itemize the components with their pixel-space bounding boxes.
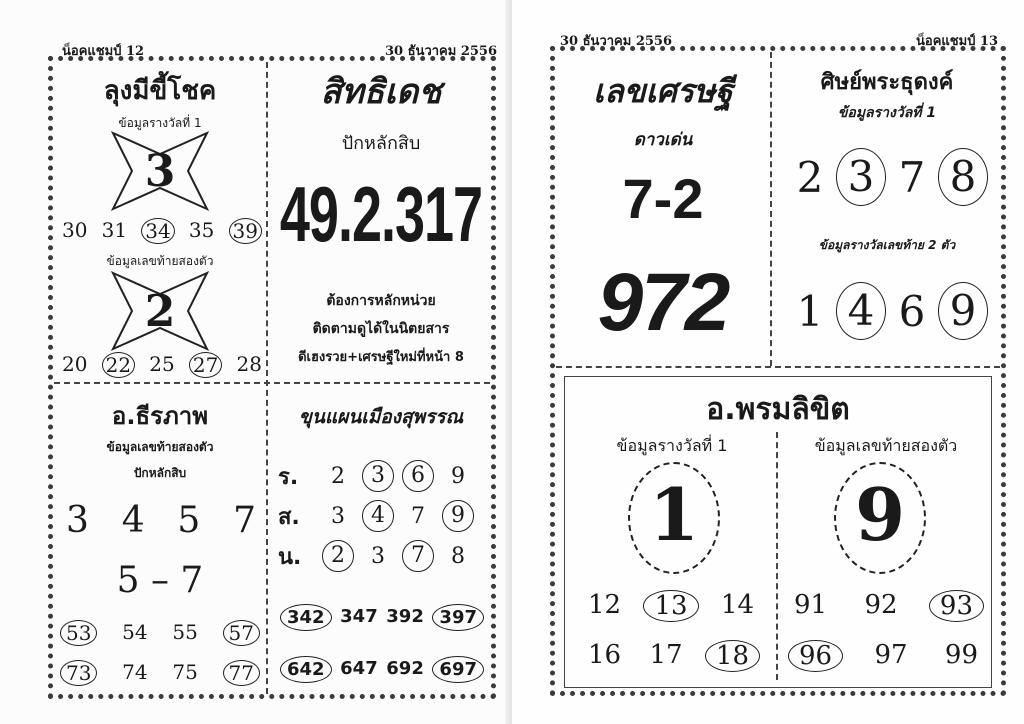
box-title-sittidet: สิทธิเดช <box>320 72 442 112</box>
digit-cell: 3 <box>66 500 89 541</box>
digit-cell: 5 <box>177 500 201 541</box>
box1-subtitle-dao-den: ดาวเด่น <box>633 130 693 150</box>
number-cell: 99 <box>944 640 978 670</box>
digit-cell: 6 <box>898 286 926 336</box>
circled-number: 18 <box>705 640 760 672</box>
box2-digit-row-2 <box>788 282 988 340</box>
circled-number: 7 <box>402 540 434 572</box>
digit-cell: 2 <box>796 152 824 202</box>
number-cell: 91 <box>794 590 828 620</box>
box3-subtitle-right: ข้อมูลเลขท้ายสองตัว <box>814 436 958 455</box>
box4-row <box>278 456 488 496</box>
circled-number: 93 <box>929 590 984 622</box>
box-title-prom-likit: อ.พรมลิขิต <box>706 392 850 427</box>
digit-cell: 7 <box>233 500 256 541</box>
box3-pair: 5 – 7 <box>116 560 204 601</box>
row-label: ร. <box>278 464 299 490</box>
row-label: น. <box>278 544 302 570</box>
big-digit-left: 1 <box>648 472 700 557</box>
right-vertical-divider <box>770 52 772 366</box>
box2-note-line-3: ดีเฮงรวย+เศรษฐีใหม่ที่หน้า 8 <box>298 350 464 365</box>
box1-subtitle-two-digit: ข้อมูลเลขท้ายสองตัว <box>106 254 214 268</box>
number-cell: 2 <box>331 463 345 489</box>
number-cell: 14 <box>720 590 754 620</box>
circled-number: 397 <box>432 604 484 631</box>
box3-right-row-1 <box>788 590 984 622</box>
circled-number: 642 <box>280 656 332 683</box>
number-cell: 8 <box>451 543 465 569</box>
number-cell: 97 <box>874 640 908 670</box>
box1-subtitle-first: ข้อมูลรางวัลที่ 1 <box>118 116 202 130</box>
box2-digit-row-1 <box>788 148 988 206</box>
circled-number: 2 <box>322 540 354 572</box>
right-horizontal-divider <box>556 366 1000 368</box>
circled-digit: 3 <box>836 148 886 206</box>
box-title-teerapap: อ.ธีรภาพ <box>111 402 209 430</box>
left-vertical-divider <box>266 62 268 694</box>
box4-row <box>278 496 488 536</box>
box2-subtitle: ปักหลักสิบ <box>341 133 421 154</box>
circled-number: 22 <box>102 352 135 378</box>
box4-triple-row-1 <box>280 604 484 631</box>
pair-number-settee: 7-2 <box>622 167 704 230</box>
right-page <box>512 0 1024 724</box>
row-label: ส. <box>278 504 300 530</box>
box-title-lek-settee: เลขเศรษฐี <box>593 72 733 110</box>
circled-number: 697 <box>432 656 484 683</box>
number-cell: 3 <box>371 543 385 569</box>
box3-left-row-2 <box>582 640 760 672</box>
number-cell: 16 <box>588 640 622 670</box>
number-cell: 7 <box>411 503 425 529</box>
box2-note-line-2: ติดตามดูได้ในนิตยสาร <box>312 321 450 337</box>
box3-subtitle-left: ข้อมูลรางวัลที่ 1 <box>616 436 728 455</box>
circled-number: 9 <box>442 500 474 532</box>
circled-number: 34 <box>141 218 174 244</box>
circled-number: 27 <box>189 352 222 378</box>
right-page-number: น็อคแชมป์ 13 <box>916 34 999 49</box>
number-cell: 392 <box>386 606 424 627</box>
number-cell: 31 <box>101 218 128 242</box>
number-cell: 75 <box>172 660 198 684</box>
number-cell: 9 <box>451 463 465 489</box>
box1-number-row-2 <box>62 352 262 378</box>
digit-cell: 4 <box>121 500 145 541</box>
circled-digit: 4 <box>836 282 886 340</box>
number-cell: 55 <box>172 620 198 644</box>
circled-digit: 8 <box>938 148 988 206</box>
number-cell: 92 <box>864 590 898 620</box>
right-date: 30 ธันวาคม 2556 <box>560 34 673 49</box>
circled-number: 39 <box>229 218 262 244</box>
left-horizontal-divider <box>54 382 490 384</box>
big-number-settee: 972 <box>597 257 729 348</box>
circled-number: 57 <box>223 620 260 646</box>
box-title-khunphaen: ขุนแผนเมืองสุพรรณ <box>298 406 464 428</box>
circled-number: 6 <box>402 460 434 492</box>
circled-number: 73 <box>60 660 97 686</box>
number-cell: 25 <box>149 352 175 376</box>
circled-number: 96 <box>788 640 843 672</box>
circled-number: 13 <box>643 590 698 622</box>
star-number-first: 3 <box>144 146 176 197</box>
box2-subtitle-two-digit: ข้อมูลรางวัลเลขท้าย 2 ตัว <box>818 238 956 252</box>
circled-number: 77 <box>223 660 260 686</box>
number-cell: 35 <box>188 218 215 242</box>
box2-subtitle-first: ข้อมูลรางวัลที่ 1 <box>837 105 937 121</box>
digit-cell: 7 <box>898 152 926 202</box>
box3-left-row-1 <box>582 590 760 622</box>
box3-divider <box>776 432 778 680</box>
box4-rows <box>278 456 488 576</box>
box3-subtitle-1: ข้อมูลเลขท้ายสองตัว <box>106 440 214 454</box>
number-cell: 74 <box>122 660 148 684</box>
left-date: 30 ธันวาคม 2556 <box>385 44 498 59</box>
number-cell: 692 <box>386 658 424 679</box>
left-page-number: น็อคแชมป์ 12 <box>62 44 145 59</box>
number-cell: 30 <box>62 218 88 242</box>
box-title-lung-mee: ลุงมีขี้โชค <box>103 76 217 106</box>
box3-number-row-1 <box>60 620 260 646</box>
box4-row <box>278 536 488 576</box>
box2-note-line-1: ต้องการหลักหน่วย <box>326 293 436 309</box>
star-number-second: 2 <box>144 286 176 337</box>
big-number-sittidet: 49.2.317 <box>279 171 483 259</box>
number-cell: 347 <box>340 606 378 627</box>
circled-number: 342 <box>280 604 332 631</box>
circled-number: 4 <box>362 500 394 532</box>
circled-number: 53 <box>60 620 97 646</box>
number-cell: 12 <box>588 590 622 620</box>
number-cell: 3 <box>331 503 345 529</box>
number-cell: 54 <box>122 620 148 644</box>
digit-cell: 1 <box>796 286 824 336</box>
box1-number-row <box>62 218 262 244</box>
number-cell: 20 <box>62 352 88 376</box>
number-cell: 17 <box>649 640 683 670</box>
box-title-sit-pra-thudong: ศิษย์พระธุดงค์ <box>820 70 954 95</box>
box3-right-row-2 <box>788 640 984 672</box>
box4-triple-row-2 <box>280 656 484 683</box>
number-cell: 28 <box>236 352 262 376</box>
circled-digit: 9 <box>938 282 988 340</box>
number-cell: 647 <box>340 658 378 679</box>
big-digit-right: 9 <box>854 472 906 557</box>
circled-number: 3 <box>362 460 394 492</box>
box3-number-row-2 <box>60 660 260 686</box>
box3-subtitle-2: ปักหลักสิบ <box>133 466 187 480</box>
box3-digit-row <box>66 500 256 541</box>
